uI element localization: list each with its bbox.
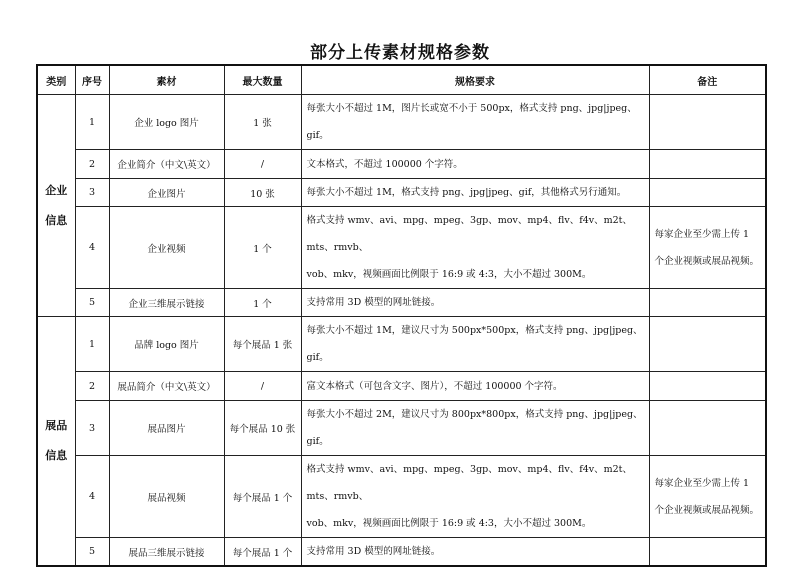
- row-number: 3: [75, 401, 109, 456]
- material-name: 品牌 logo 图片: [109, 317, 224, 372]
- header-material: 素材: [109, 65, 224, 95]
- requirement-line: 富文本格式（可包含文字、图片），不超过 100000 个字符。: [306, 380, 563, 392]
- header-category: 类别: [37, 65, 75, 95]
- note-cell: [649, 317, 766, 372]
- table-row: [37, 401, 766, 456]
- max-count: 每个展品 10 张: [224, 401, 301, 456]
- spec-table-body: [37, 95, 766, 567]
- note-cell: [649, 456, 766, 538]
- note-line: 个企业视频或展品视频。: [654, 504, 760, 516]
- material-name: 企业 logo 图片: [109, 95, 224, 150]
- note-line: 个企业视频或展品视频。: [654, 255, 760, 267]
- category-label: 信息: [45, 213, 68, 227]
- requirement-line: vob、mkv，视频画面比例限于 16:9 或 4:3，大小不超过 300M。: [306, 269, 592, 280]
- table-row: [37, 456, 766, 538]
- table-row: [37, 95, 766, 150]
- category-label: 企业: [45, 183, 68, 197]
- note-cell: [649, 401, 766, 456]
- material-name: 展品视频: [109, 456, 224, 538]
- requirement-cell: [301, 317, 649, 372]
- max-count: 10 张: [224, 179, 301, 207]
- max-count: 1 个: [224, 207, 301, 289]
- row-number: 2: [75, 150, 109, 179]
- header-max-count: 最大数量: [224, 65, 301, 95]
- row-number: 5: [75, 289, 109, 317]
- header-requirements: 规格要求: [301, 65, 649, 95]
- note-line: 每家企业至少需上传 1: [654, 228, 750, 240]
- table-row: [37, 317, 766, 372]
- header-row: [37, 65, 766, 95]
- requirement-cell: [301, 401, 649, 456]
- max-count: 每个展品 1 个: [224, 456, 301, 538]
- material-name: 企业视频: [109, 207, 224, 289]
- material-name: 企业图片: [109, 179, 224, 207]
- table-row: [37, 150, 766, 179]
- category-cell: [37, 317, 75, 567]
- note-cell: [649, 207, 766, 289]
- table-row: [37, 372, 766, 401]
- material-name: 企业简介（中文\英文）: [109, 150, 224, 179]
- requirement-cell: [301, 207, 649, 289]
- category-cell: [37, 95, 75, 317]
- max-count: 每个展品 1 张: [224, 317, 301, 372]
- table-row: [37, 207, 766, 289]
- note-line: 每家企业至少需上传 1: [654, 477, 750, 489]
- note-cell: [649, 372, 766, 401]
- requirement-cell: [301, 372, 649, 401]
- table-row: [37, 179, 766, 207]
- requirement-cell: [301, 95, 649, 150]
- row-number: 1: [75, 95, 109, 150]
- row-number: 4: [75, 456, 109, 538]
- max-count: /: [224, 372, 301, 401]
- row-number: 5: [75, 538, 109, 567]
- requirement-line: 支持常用 3D 模型的网址链接。: [306, 546, 441, 557]
- material-name: 展品三维展示链接: [109, 538, 224, 567]
- material-name: 企业三维展示链接: [109, 289, 224, 317]
- note-cell: [649, 179, 766, 207]
- requirement-cell: [301, 456, 649, 538]
- requirement-line: 每张大小不超过 1M，格式支持 png、jpg|jpeg、gif，其他格式另行通知。: [306, 187, 627, 198]
- note-cell: [649, 150, 766, 179]
- requirement-line: 格式支持 wmv、avi、mpg、mpeg、3gp、mov、mp4、flv、f4v、m2t、mts、rmvb、: [306, 464, 632, 502]
- requirement-cell: [301, 150, 649, 179]
- row-number: 1: [75, 317, 109, 372]
- page-title: 部分上传素材规格参数: [310, 43, 490, 63]
- requirement-line: 每张大小不超过 2M，建议尺寸为 800px*800px，格式支持 png、jpg|jpeg、gif。: [306, 409, 643, 447]
- material-name: 展品图片: [109, 401, 224, 456]
- requirement-line: 格式支持 wmv、avi、mpg、mpeg、3gp、mov、mp4、flv、f4v、m2t、mts、rmvb、: [306, 215, 632, 253]
- max-count: 每个展品 1 个: [224, 538, 301, 567]
- max-count: 1 个: [224, 289, 301, 317]
- requirement-line: 每张大小不超过 1M，图片长或宽不小于 500px，格式支持 png、jpg|jpeg、gif。: [306, 103, 637, 141]
- category-label: 展品: [45, 419, 68, 432]
- table-row: [37, 289, 766, 317]
- spec-table: [36, 64, 767, 567]
- header-notes: 备注: [649, 65, 766, 95]
- requirement-cell: [301, 289, 649, 317]
- requirement-cell: [301, 179, 649, 207]
- row-number: 3: [75, 179, 109, 207]
- category-label: 信息: [45, 449, 68, 462]
- row-number: 4: [75, 207, 109, 289]
- material-name: 展品简介（中文\英文）: [109, 372, 224, 401]
- note-cell: [649, 538, 766, 567]
- note-cell: [649, 95, 766, 150]
- table-row: [37, 538, 766, 567]
- requirement-cell: [301, 538, 649, 567]
- max-count: 1 张: [224, 95, 301, 150]
- note-cell: [649, 289, 766, 317]
- requirement-line: 文本格式，不超过 100000 个字符。: [306, 158, 463, 170]
- row-number: 2: [75, 372, 109, 401]
- requirement-line: 每张大小不超过 1M，建议尺寸为 500px*500px，格式支持 png、jpg|jpeg、gif。: [306, 325, 643, 363]
- requirement-line: vob、mkv，视频画面比例限于 16:9 或 4:3，大小不超过 300M。: [306, 518, 592, 529]
- header-number: 序号: [75, 65, 109, 95]
- max-count: /: [224, 150, 301, 179]
- requirement-line: 支持常用 3D 模型的网址链接。: [306, 297, 441, 308]
